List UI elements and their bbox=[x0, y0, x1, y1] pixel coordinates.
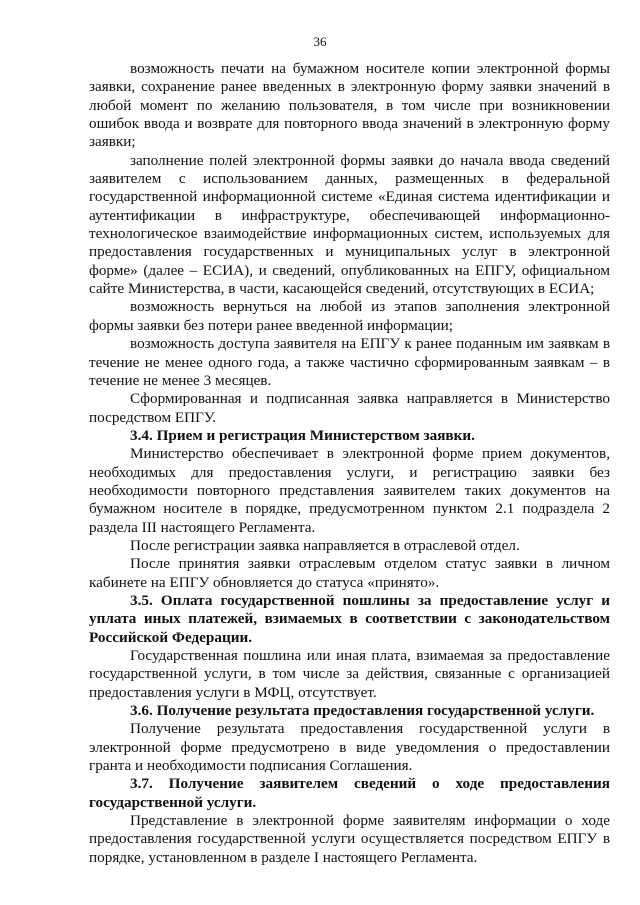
heading-3-6: 3.6. Получение результата предоставления государственной услуги. bbox=[130, 702, 595, 720]
paragraph-print-copy: возможность печати на бумажном носителе копии электронной формы заявки, сохранение ранее введенных в электронную форму заявки значений в любой момент по желанию пользователя, в том числе при возникновении ошибок ввода и возврате для повторного ввода значений в электронную форму заявки; bbox=[89, 60, 610, 151]
paragraph-return-to-stage: возможность вернуться на любой из этапов заполнения электронной формы заявки без потери ранее введенной информации; bbox=[89, 298, 610, 334]
paragraph-application-sent: Сформированная и подписанная заявка направляется в Министерство посредством ЕПГУ. bbox=[89, 390, 610, 426]
paragraph-progress-info: Представление в электронной форме заявителям информации о ходе предоставления государственной услуги осуществляется посредством ЕПГУ в порядке, установленном в разделе I настоящего Регламента. bbox=[89, 812, 610, 866]
paragraph-after-registration: После регистрации заявка направляется в отраслевой отдел. bbox=[130, 536, 520, 554]
document-body bbox=[89, 60, 610, 867]
paragraph-result: Получение результата предоставления государственной услуги в электронной форме предусмотрено в виде уведомления о предоставлении гранта и необходимости подписания Соглашения. bbox=[89, 720, 610, 775]
paragraph-autofill-esia: заполнение полей электронной формы заявки до начала ввода сведений заявителем с использованием данных, размещенных в федеральной государственной информационной системе «Единая система идентификации и аутентификации в инфраструктуре, обеспечивающей информационно-технологическое взаимодействие информационных систем, используемых для предоставления государственных и муниципальных услуг в электронной форме» (далее – ЕСИА), и сведений, опубликованных на ЕПГУ, официальном сайте Министерства, в части, касающейся сведений, отсутствующих в ЕСИА; bbox=[89, 151, 610, 298]
heading-3-4: 3.4. Прием и регистрация Министерством заявки. bbox=[130, 426, 475, 444]
heading-3-5: 3.5. Оплата государственной пошлины за предоставление услуг и уплата иных платежей, взимаемых в соответствии с законодательством Российской Федерации. bbox=[89, 591, 610, 646]
paragraph-access-to-applications: возможность доступа заявителя на ЕПГУ к ранее поданным им заявкам в течение не менее одного года, а также частично сформированным заявкам – в течение не менее 3 месяцев. bbox=[89, 335, 610, 389]
paragraph-fee: Государственная пошлина или иная плата, взимаемая за предоставление государственной услуги, в том числе за действия, связанные с организацией предоставления услуги в МФЦ, отсутствует. bbox=[89, 647, 610, 701]
paragraph-status-accepted: После принятия заявки отраслевым отделом статус заявки в личном кабинете на ЕПГУ обновляется до статуса «принято». bbox=[89, 555, 610, 591]
paragraph-ministry-acceptance: Министерство обеспечивает в электронной форме прием документов, необходимых для предоставления услуги, и регистрацию заявки без необходимости повторного представления заявителем таких документов на бумажном носителе в порядке, предусмотренном пунктом 2.1 подраздела 2 раздела III настоящего Регламента. bbox=[89, 445, 610, 536]
heading-3-7: 3.7. Получение заявителем сведений о ходе предоставления государственной услуги. bbox=[89, 775, 610, 811]
page-number: 36 bbox=[313, 34, 327, 49]
